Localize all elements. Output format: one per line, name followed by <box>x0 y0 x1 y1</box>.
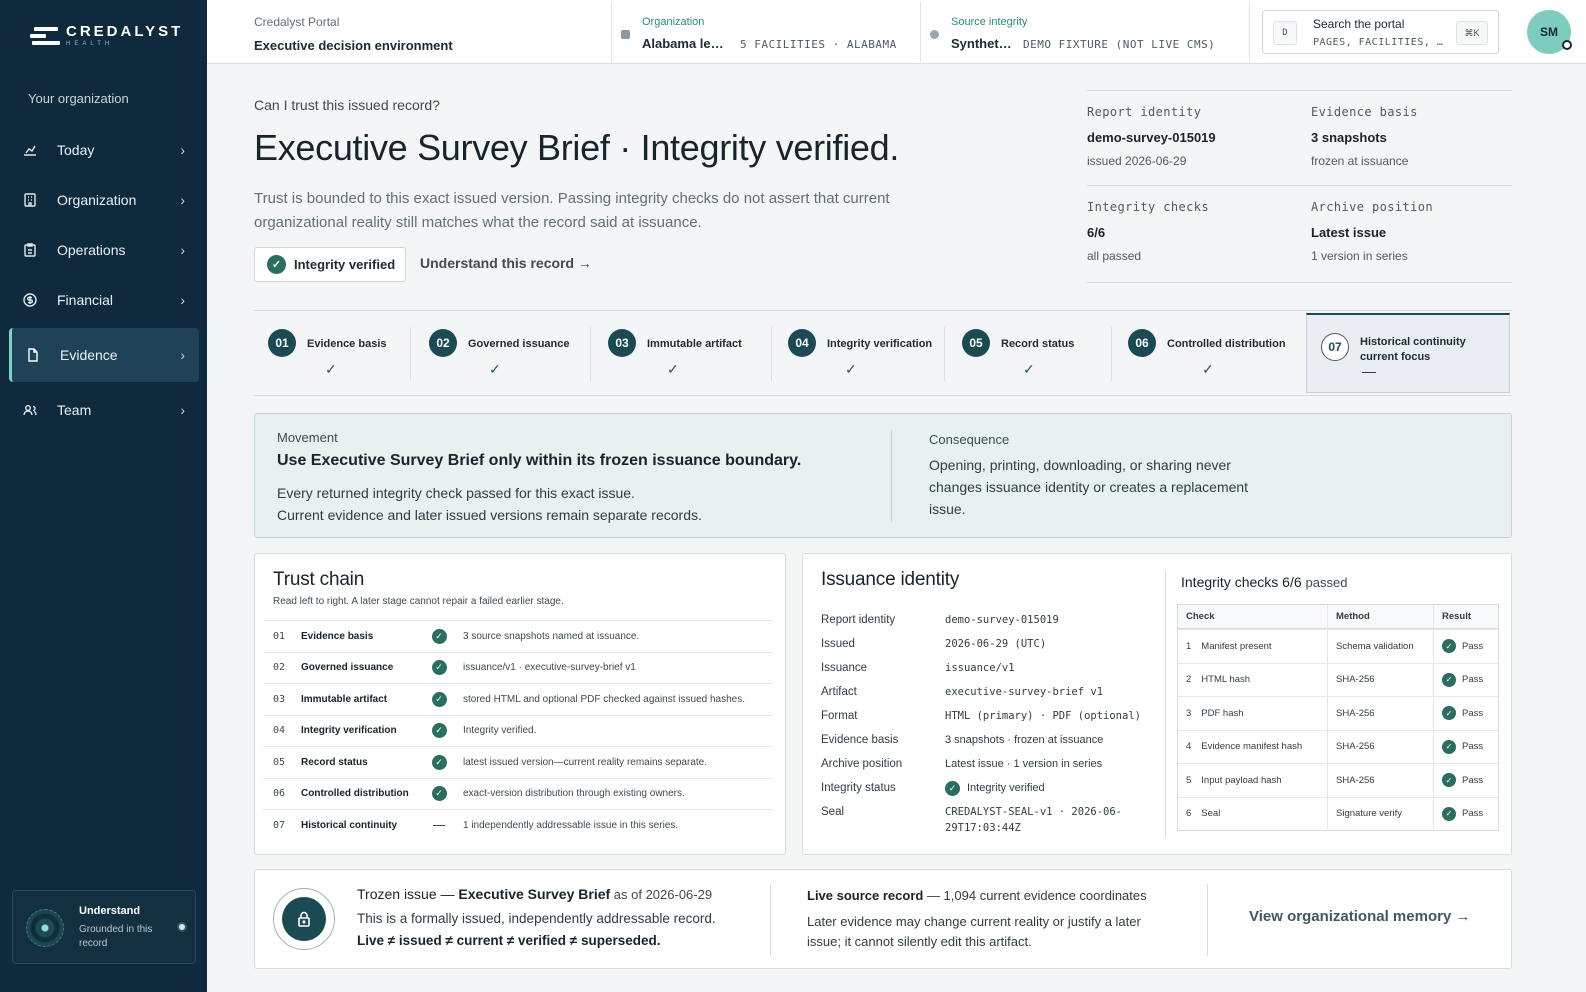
check-icon: ✓ <box>432 723 447 738</box>
dollar-icon <box>22 292 38 308</box>
trust-chain-title: Trust chain <box>273 569 365 590</box>
trust-chain-sub: Read left to right. A later stage cannot repair a failed earlier stage. <box>273 596 564 607</box>
step-number: 07 <box>1321 333 1349 361</box>
divider <box>770 884 771 956</box>
field-value: demo-survey-015019 <box>945 614 1059 626</box>
table-row[interactable] <box>1178 797 1498 831</box>
divider <box>590 327 591 381</box>
consequence-body: Opening, printing, downloading, or sharing never changes issuance identity or creates a replacement issue. <box>929 457 1249 517</box>
field-key: Format <box>821 710 858 722</box>
check-icon: ✓ <box>1442 639 1456 653</box>
hero-question: Can I trust this issued record? <box>254 97 440 113</box>
understand-record-link[interactable]: Understand this record → <box>420 255 592 271</box>
chevron-right-icon: › <box>180 142 185 158</box>
table-row[interactable] <box>263 652 773 684</box>
issuance-identity-card <box>802 553 1512 855</box>
meta-value: Latest issue <box>1311 225 1387 240</box>
sidebar-nav <box>9 126 199 436</box>
field-key: Issuance <box>821 662 868 674</box>
check-icon: ✓ <box>1442 673 1456 687</box>
field-value: Integrity verified <box>967 782 1045 794</box>
column-header: Result <box>1442 611 1472 622</box>
row-name: Integrity verification <box>301 725 397 737</box>
field-key: Artifact <box>821 686 857 698</box>
meta-sub: 1 version in series <box>1311 249 1408 263</box>
step-evidence-basis[interactable] <box>254 311 410 395</box>
field-key: Report identity <box>821 614 896 626</box>
field-value: HTML (primary) · PDF (optional) <box>945 710 1141 722</box>
sidebar-item-label: Today <box>57 142 95 158</box>
check-icon: ✓ <box>667 361 679 377</box>
meta-integrity-checks <box>1087 200 1287 263</box>
row-desc: exact-version distribution through existing owners. <box>463 788 685 800</box>
source-integrity-selector[interactable] <box>920 2 1250 62</box>
organization-value: Alabama le… <box>642 36 724 51</box>
table-row[interactable] <box>1178 696 1498 730</box>
meta-key: Archive position <box>1311 200 1433 214</box>
field-row <box>821 684 1151 700</box>
check-icon: ✓ <box>945 781 960 796</box>
field-row <box>821 780 1151 796</box>
table-header <box>1178 605 1498 629</box>
check-method: Signature verify <box>1328 798 1434 831</box>
row-desc: 3 source snapshots named at issuance. <box>463 630 640 642</box>
column-header: Check <box>1178 605 1328 628</box>
check-name: Evidence manifest hash <box>1201 741 1303 753</box>
meta-value: 3 snapshots <box>1311 130 1387 145</box>
organization-meta: 5 FACILITIES · ALABAMA <box>740 38 897 51</box>
source-meta: DEMO FIXTURE (NOT LIVE CMS) <box>1023 38 1216 51</box>
field-value: CREDALYST-SEAL-v1 · 2026-06-29T17:03:44Z <box>945 806 1123 834</box>
building-icon <box>621 30 630 39</box>
frozen-title <box>357 886 712 902</box>
divider <box>891 430 892 522</box>
check-number: 1 <box>1186 640 1192 652</box>
step-number: 01 <box>268 329 296 357</box>
chevron-right-icon: › <box>180 242 185 258</box>
integrity-checks-table <box>1177 604 1499 831</box>
step-label: Governed issuance <box>468 338 570 350</box>
frozen-line: This is a formally issued, independently addressable record. <box>357 911 716 926</box>
document-icon <box>25 347 41 363</box>
chevron-right-icon: › <box>180 402 185 418</box>
lock-badge <box>273 888 335 950</box>
divider <box>771 327 772 381</box>
row-desc: latest issued version—current reality remains separate. <box>463 756 707 768</box>
chevron-right-icon: › <box>180 347 185 363</box>
check-name: Manifest present <box>1201 640 1272 652</box>
step-number: 03 <box>608 329 636 357</box>
check-result: Pass <box>1462 707 1484 719</box>
row-name: Governed issuance <box>301 662 394 674</box>
row-name: Historical continuity <box>301 819 398 831</box>
divider <box>944 327 945 381</box>
logo-mark-icon <box>30 25 60 47</box>
check-icon: ✓ <box>325 361 337 377</box>
hero-description: Trust is bounded to this exact issued version. Passing integrity checks do not assert that current organizational reality still matches what the record said at issuance. <box>254 190 890 231</box>
meta-report-identity <box>1087 105 1287 168</box>
step-label: Integrity verification <box>827 338 933 350</box>
field-key: Integrity status <box>821 782 896 794</box>
check-icon: ✓ <box>432 692 447 707</box>
check-method: SHA-256 <box>1328 731 1434 764</box>
check-name: PDF hash <box>1201 707 1244 719</box>
step-label: Controlled distribution <box>1167 338 1286 350</box>
live-source-body: Later evidence may change current reality or justify a later issue; it cannot silently edit this artifact. <box>807 914 1141 949</box>
sidebar-item-label: Financial <box>57 292 114 308</box>
presence-dot-icon <box>1562 40 1572 50</box>
chevron-right-icon: › <box>180 192 185 208</box>
checks-passed-label: passed <box>1305 575 1348 590</box>
live-source-count: — 1,094 current evidence coordinates <box>923 888 1147 903</box>
topbar <box>207 0 1586 64</box>
sidebar-item-label: Operations <box>57 242 126 258</box>
field-row <box>821 636 1151 652</box>
meta-sub: frozen at issuance <box>1311 154 1409 168</box>
check-result: Pass <box>1462 808 1484 820</box>
issuance-title: Issuance identity <box>821 569 960 590</box>
status-dot-icon <box>930 30 939 39</box>
check-icon: ✓ <box>432 629 447 644</box>
check-icon: ✓ <box>432 755 447 770</box>
trust-chain-table <box>263 620 773 841</box>
frozen-brief-name: Executive Survey Brief <box>458 886 611 902</box>
row-number: 06 <box>273 788 286 800</box>
movement-line: Every returned integrity check passed for this exact issue. <box>277 485 635 501</box>
meta-archive-position <box>1311 200 1511 263</box>
check-method: Schema validation <box>1328 630 1434 663</box>
organization-selector[interactable] <box>611 2 919 62</box>
checks-count: 6/6 <box>1282 574 1302 590</box>
brand-name: CREDALYST <box>66 23 184 40</box>
frozen-status-chain: Live ≠ issued ≠ current ≠ verified ≠ superseded. <box>357 933 661 948</box>
step-controlled-distribution[interactable] <box>1114 311 1302 395</box>
integrity-verified-chip[interactable] <box>254 247 406 282</box>
chart-icon <box>22 142 38 158</box>
field-row <box>821 732 1151 748</box>
step-label: Record status <box>1001 338 1075 350</box>
brand-sub: HEALTH <box>66 41 114 47</box>
meta-sub: issued 2026-06-29 <box>1087 154 1187 168</box>
check-number: 4 <box>1186 741 1192 753</box>
check-icon: ✓ <box>845 361 857 377</box>
live-source-label: Live source record <box>807 888 924 903</box>
field-row <box>821 756 1151 772</box>
frozen-title-label: Trozen issue — <box>357 886 459 902</box>
row-desc: Integrity verified. <box>463 725 537 737</box>
movement-label: Movement <box>277 430 338 445</box>
dash-icon <box>433 825 445 826</box>
trust-stepper <box>254 310 1512 396</box>
lock-icon <box>294 909 314 929</box>
row-desc: issuance/v1 · executive-survey-brief v1 <box>463 662 636 674</box>
check-name: HTML hash <box>1201 674 1251 686</box>
row-name: Controlled distribution <box>301 788 409 800</box>
check-number: 2 <box>1186 674 1192 686</box>
source-value: Synthet… <box>951 36 1012 51</box>
row-number: 04 <box>273 725 286 737</box>
row-desc: stored HTML and optional PDF checked against issued hashes. <box>463 693 746 705</box>
check-result: Pass <box>1462 640 1484 652</box>
divider <box>1165 570 1166 838</box>
integrity-checks-title <box>1181 574 1347 590</box>
field-key: Evidence basis <box>821 734 899 746</box>
field-value: executive-survey-brief v1 <box>945 686 1104 698</box>
frozen-issue-strip <box>254 869 1512 969</box>
check-number: 6 <box>1186 808 1192 820</box>
meta-sub: all passed <box>1087 249 1142 263</box>
check-name: Seal <box>1201 808 1221 820</box>
assistant-orb-icon <box>26 909 64 947</box>
check-icon: ✓ <box>432 786 447 801</box>
field-value: 2026-06-29 (UTC) <box>945 638 1047 650</box>
sidebar-item-organization[interactable] <box>9 176 199 224</box>
checks-title-label: Integrity checks <box>1181 574 1279 590</box>
trust-chain-card <box>254 553 786 855</box>
step-number: 06 <box>1128 329 1156 357</box>
movement-headline: Use Executive Survey Brief only within its frozen issuance boundary. <box>277 452 802 469</box>
field-key: Archive position <box>821 758 903 770</box>
row-number: 07 <box>273 819 286 831</box>
meta-value: 6/6 <box>1087 225 1106 240</box>
table-row[interactable] <box>263 683 773 715</box>
record-meta-grid <box>1087 90 1512 283</box>
field-value: Latest issue · 1 version in series <box>945 758 1103 770</box>
divider <box>1111 327 1112 381</box>
check-icon: ✓ <box>267 255 286 274</box>
understand-sub: Grounded in this record <box>79 924 153 949</box>
check-result: Pass <box>1462 674 1484 686</box>
check-icon: ✓ <box>1442 807 1456 821</box>
sidebar-item-today[interactable] <box>9 126 199 174</box>
column-header: Method <box>1328 605 1434 628</box>
chip-label: Integrity verified <box>294 257 396 272</box>
check-icon: ✓ <box>489 361 501 377</box>
frozen-date: as of 2026-06-29 <box>610 887 713 902</box>
chevron-right-icon: › <box>180 292 185 308</box>
search-shortcut: ⌘K <box>1456 21 1488 45</box>
sidebar-item-operations[interactable] <box>9 226 199 274</box>
sidebar-item-label: Evidence <box>60 347 118 363</box>
page-title: Executive Survey Brief · Integrity verified. <box>254 127 900 168</box>
consequence-label: Consequence <box>929 432 1010 447</box>
table-row[interactable] <box>1178 763 1498 797</box>
row-number: 05 <box>273 756 286 768</box>
step-governed-issuance[interactable] <box>415 311 590 395</box>
step-label: Historical continuity current focus <box>1360 336 1466 363</box>
brand-logo[interactable] <box>30 24 183 47</box>
check-result: Pass <box>1462 774 1484 786</box>
check-icon: ✓ <box>1442 706 1456 720</box>
table-row[interactable] <box>263 809 773 841</box>
check-icon: ✓ <box>1202 361 1214 377</box>
sidebar-item-financial[interactable] <box>9 276 199 324</box>
issuance-fields <box>821 612 1151 844</box>
status-dot-icon <box>177 922 187 932</box>
row-desc: 1 independently addressable issue in this series. <box>463 819 679 831</box>
check-name: Input payload hash <box>1201 774 1282 786</box>
people-icon <box>22 402 38 418</box>
search-title: Search the portal <box>1313 17 1405 31</box>
divider <box>1207 884 1208 956</box>
org-label: Your organization <box>28 91 129 106</box>
field-row <box>821 708 1151 724</box>
clipboard-icon <box>22 242 38 258</box>
live-source-title <box>807 888 1147 903</box>
meta-key: Report identity <box>1087 105 1202 119</box>
field-row <box>821 612 1151 628</box>
table-row[interactable] <box>263 620 773 652</box>
row-number: 02 <box>273 662 286 674</box>
check-number: 3 <box>1186 707 1192 719</box>
row-name: Record status <box>301 756 368 768</box>
table-row[interactable] <box>263 715 773 747</box>
step-record-status[interactable] <box>948 311 1108 395</box>
field-row <box>821 804 1151 836</box>
portal-sub: Executive decision environment <box>254 38 453 53</box>
field-key: Issued <box>821 638 855 650</box>
table-row[interactable] <box>263 746 773 778</box>
organization-label: Organization <box>642 16 705 28</box>
field-key: Seal <box>821 806 845 818</box>
step-number: 05 <box>962 329 990 357</box>
check-result: Pass <box>1462 741 1484 753</box>
table-row[interactable] <box>1178 663 1498 697</box>
movement-panel <box>254 413 1512 538</box>
step-number: 02 <box>429 329 457 357</box>
step-integrity-verification[interactable] <box>774 311 940 395</box>
field-row <box>821 660 1151 676</box>
step-immutable-artifact[interactable] <box>594 311 770 395</box>
check-icon: ✓ <box>1442 773 1456 787</box>
understand-title: Understand <box>79 905 141 917</box>
search-key-hint: D <box>1273 21 1297 45</box>
sidebar-item-label: Team <box>57 402 92 418</box>
meta-value: demo-survey-015019 <box>1087 130 1216 145</box>
step-historical-continuity[interactable] <box>1306 313 1510 393</box>
row-name: Immutable artifact <box>301 693 388 705</box>
check-icon: ✓ <box>1442 740 1456 754</box>
step-number: 04 <box>788 329 816 357</box>
movement-body <box>277 482 877 526</box>
sidebar <box>0 0 207 992</box>
building-icon <box>22 192 38 208</box>
dash-icon: — <box>1362 363 1376 379</box>
check-method: SHA-256 <box>1328 764 1434 797</box>
row-number: 03 <box>273 693 286 705</box>
avatar[interactable]: SM <box>1527 10 1571 54</box>
divider <box>410 327 411 381</box>
portal-search[interactable] <box>1262 10 1499 54</box>
row-name: Evidence basis <box>301 630 374 642</box>
sidebar-item-evidence[interactable] <box>9 328 199 382</box>
row-number: 01 <box>273 630 286 642</box>
step-label: Evidence basis <box>307 338 387 350</box>
field-value: issuance/v1 <box>945 662 1015 674</box>
check-icon: ✓ <box>432 660 447 675</box>
sidebar-item-team[interactable] <box>9 386 199 434</box>
table-row[interactable] <box>1178 629 1498 663</box>
check-number: 5 <box>1186 774 1192 786</box>
check-icon: ✓ <box>1023 361 1035 377</box>
meta-key: Integrity checks <box>1087 200 1209 214</box>
check-method: SHA-256 <box>1328 664 1434 697</box>
movement-line: Current evidence and later issued versions remain separate records. <box>277 507 702 523</box>
sidebar-item-label: Organization <box>57 192 137 208</box>
portal-heading <box>254 15 453 53</box>
meta-evidence-basis <box>1311 105 1511 168</box>
view-organizational-memory-link[interactable]: View organizational memory → <box>1249 908 1471 925</box>
divider <box>1087 185 1512 186</box>
search-hint: PAGES, FACILITIES, … <box>1313 37 1444 48</box>
portal-name: Credalyst Portal <box>254 15 340 29</box>
check-method: SHA-256 <box>1328 697 1434 730</box>
table-row[interactable] <box>1178 730 1498 764</box>
meta-key: Evidence basis <box>1311 105 1418 119</box>
understand-assistant-card[interactable] <box>12 890 196 964</box>
table-row[interactable] <box>263 778 773 810</box>
source-label: Source integrity <box>951 16 1028 28</box>
field-value: 3 snapshots · frozen at issuance <box>945 734 1104 746</box>
step-label: Immutable artifact <box>647 338 742 350</box>
